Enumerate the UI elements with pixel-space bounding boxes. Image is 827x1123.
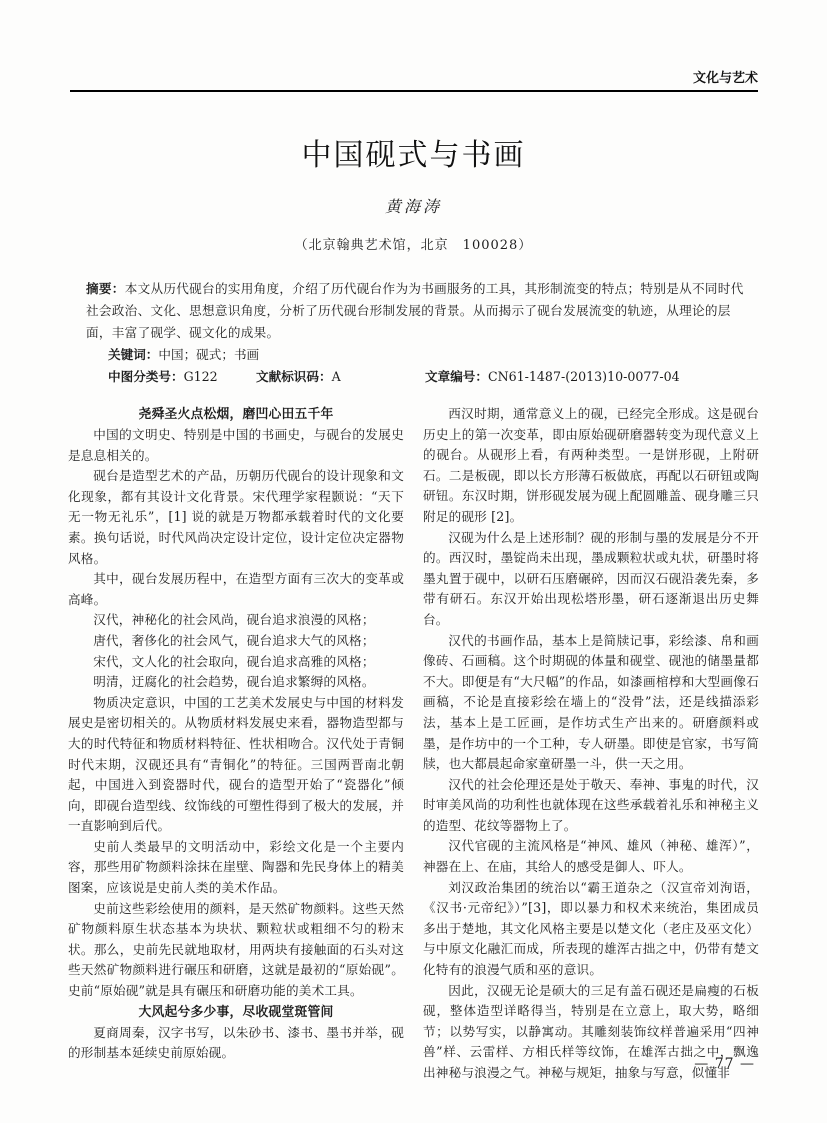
section-heading: 尧舜圣火点松烟，磨凹心田五千年 bbox=[138, 407, 334, 422]
paragraph: 其中，砚台发展历程中，在造型方面有三次大的变革或高峰。 bbox=[68, 571, 404, 607]
running-header bbox=[70, 60, 758, 92]
section-label: 文化与艺术 bbox=[692, 71, 758, 86]
paragraph: 明清，迂腐化的社会趋势，砚台追求繁缛的风格。 bbox=[93, 674, 375, 690]
keywords bbox=[108, 344, 259, 366]
paragraph: 因此，汉砚无论是硕大的三足有盖石砚还是扁瘦的石板砚，整体造型详略得当，特别是在立意上，取大势，略细节；以势写实，以静寓动。其雕刻装饰纹样普遍采用“四神兽”样、云雷样、方相氏样等纹饰，在雄浑古拙之中，飘逸出神秘与浪漫之气。神秘与规矩，抽象与写意，似懂非 bbox=[423, 982, 759, 1080]
doc-code-label: 文献标识码： bbox=[256, 369, 332, 384]
paragraph: 中国的文明史、特别是中国的书画史，与砚台的发展史是息息相关的。 bbox=[68, 427, 404, 463]
body-column-left bbox=[68, 404, 404, 1064]
paragraph: 砚台是造型艺术的产品，历朝历代砚台的设计现象和文化现象，都有其设计文化背景。宋代理学家程颢说：“天下无一物无礼乐”，[1] 说的就是万物都承载着时代的文化要素。换句话说，时代风尚决定设计定位，设计定位决定器物风格。 bbox=[68, 468, 404, 566]
paragraph: 史前人类最早的文明活动中，彩绘文化是一个主要内容，那些用矿物颜料涂抹在崖壁、陶器和先民身体上的精美图案，应该说是史前人类的美术作品。 bbox=[68, 838, 404, 896]
paragraph: 西汉时期，通常意义上的砚，已经完全形成。这是砚台历史上的第一次变革，即由原始砚研磨器转变为现代意义上的砚台。从砚形上看，有两种类型。一是饼形砚，上附研石。二是板砚，即以长方形薄石板做底，再配以石研钮或陶研钮。东汉时期，饼形砚发展为砚上配圆雕盖、砚身雕三只附足的砚形 [2]。 bbox=[423, 406, 759, 524]
abstract bbox=[86, 278, 750, 344]
article-no-label: 文章编号： bbox=[425, 369, 488, 384]
paragraph: 汉砚为什么是上述形制？砚的形制与墨的发展是分不开的。西汉时，墨锭尚未出现，墨成颗粒状或丸状，研墨时将墨丸置于砚中，以研石压磨碾碎，因而汉石砚沿袭先秦，多带有研石。东汉开始出现松塔形墨，研石逐渐退出历史舞台。 bbox=[423, 529, 759, 627]
paragraph: 汉代的书画作品，基本上是简牍记事，彩绘漆、帛和画像砖、石画稿。这个时期砚的体量和砚堂、砚池的储墨量都不大。即便是有“大尺幅”的作品，如漆画棺椁和大型画像石画稿，不论是直接彩绘在墙上的“没骨”法，还是线描添彩法，基本上是工匠画，是作坊式生产出来的。研磨颜料或墨，是作坊中的一个工种，专人研墨。即使是官家，书写简牍，也大都晨起命家童研墨一斗，供一天之用。 bbox=[423, 632, 759, 772]
abstract-text: 本文从历代砚台的实用角度，介绍了历代砚台作为为书画服务的工具，其形制流变的特点；特别是从不同时代社会政治、文化、思想意识角度，分析了历代砚台形制发展的背景。从而揭示了砚台发展流变的轨迹，从理论的层面，丰富了砚学、砚文化的成果。 bbox=[86, 281, 744, 340]
page-number: — 77 — bbox=[694, 1056, 755, 1072]
paragraph: 物质决定意识，中国的工艺美术发展史与中国的材料发展史是密切相关的。从物质材料发展史来看，器物造型都与大的时代特征和物质材料特征、性状相吻合。汉代处于青铜时代末期，汉砚还具有“青铜化”的特征。三国两晋南北朝起，中国进入到瓷器时代，砚台的造型开始了“瓷器化”倾向，即砚台造型线、纹饰线的可塑性得到了极大的发展，并一直影响到后代。 bbox=[68, 694, 404, 834]
author-affiliation: （北京翰典艺术馆，北京 100028） bbox=[294, 238, 533, 253]
author-name: 黄海涛 bbox=[384, 197, 442, 216]
keywords-label: 关键词： bbox=[108, 347, 159, 362]
paragraph: 刘汉政治集团的统治以“霸王道杂之（汉宣帝刘洵语，《汉书·元帝纪》）”[3]，即以暴力和权术来统治，集团成员多出于楚地，其文化风格主要是以楚文化（老庄及巫文化）与中原文化融汇而成，所表现的雄浑古拙之中，仍带有楚文化特有的浪漫气质和巫的意识。 bbox=[423, 879, 759, 978]
clc-label: 中图分类号： bbox=[108, 369, 184, 384]
document-code bbox=[256, 366, 341, 388]
abstract-label: 摘要： bbox=[86, 281, 125, 296]
article-number bbox=[425, 366, 680, 388]
body-column-right bbox=[423, 404, 759, 1084]
paragraph: 史前这些彩绘使用的颜料，是天然矿物颜料。这些天然矿物颜料原生状态基本为块状、颗粒状或粗细不匀的粉末状。那么，史前先民就地取材，用两块有接触面的石头对这些天然矿物颜料进行碾压和研磨，这就是最初的“原始砚”。史前“原始砚”就是具有碾压和研磨功能的美术工具。 bbox=[68, 900, 404, 999]
doc-code-value: A bbox=[331, 369, 341, 384]
paragraph: 唐代，奢侈化的社会风气，砚台追求大气的风格； bbox=[93, 632, 375, 648]
article-metadata bbox=[108, 366, 748, 388]
paragraph: 宋代，文人化的社会取向，砚台追求高雅的风格； bbox=[93, 653, 375, 669]
section-heading: 大风起兮多少事，尽收砚堂斑管间 bbox=[138, 1004, 334, 1020]
article-no-value: CN61-1487-(2013)10-0077-04 bbox=[487, 369, 680, 384]
paragraph: 汉代官砚的主流风格是“神风、雄风（神秘、雄浑）”，神器在上、在庙，其给人的感受是御人、吓人。 bbox=[423, 838, 759, 875]
article-title: 中国砚式与书画 bbox=[301, 138, 526, 173]
keywords-text: 中国；砚式；书画 bbox=[158, 347, 260, 362]
paragraph: 夏商周秦，汉字书写，以朱砂书、漆书、墨书并举，砚的形制基本延续史前原始砚。 bbox=[68, 1024, 404, 1061]
clc-value: G122 bbox=[183, 369, 218, 384]
clc-number bbox=[108, 366, 218, 388]
paragraph: 汉代的社会伦理还是处于敬天、奉神、事鬼的时代，汉时审美风尚的功利性也就体现在这些承载着礼乐和神秘主义的造型、花纹等器物上了。 bbox=[423, 776, 759, 833]
paragraph: 汉代，神秘化的社会风尚，砚台追求浪漫的风格； bbox=[93, 612, 375, 628]
